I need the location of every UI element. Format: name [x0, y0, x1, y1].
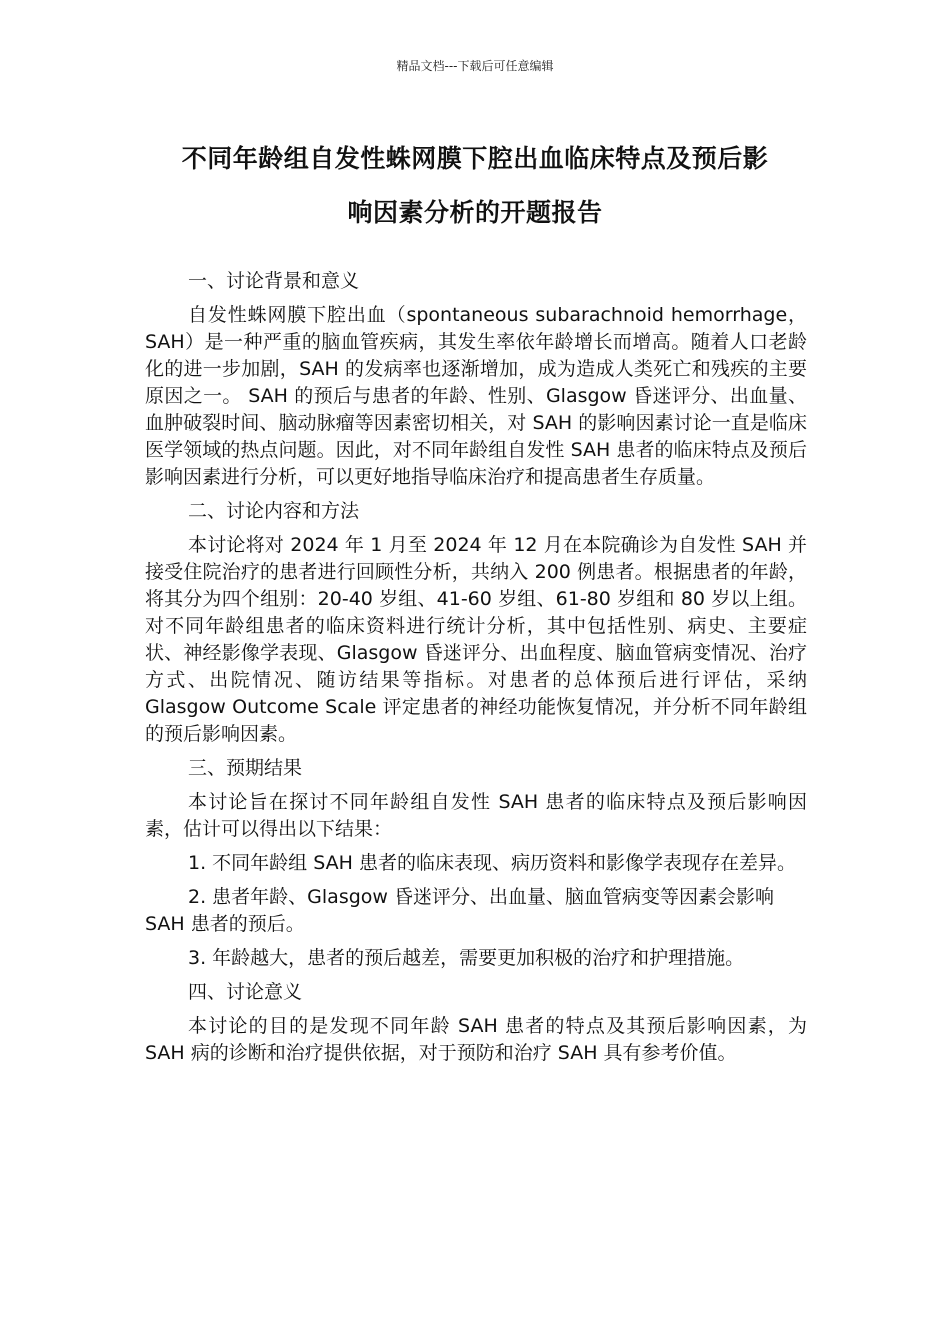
section-heading-significance: 四、讨论意义: [188, 981, 303, 1003]
section-heading-methods: 二、讨论内容和方法: [188, 500, 360, 522]
document-body: [145, 268, 807, 1074]
result-item-1: 1. 不同年龄组 SAH 患者的临床表现、病历资料和影像学表现存在差异。: [188, 852, 796, 874]
paragraph-background: 自发性蛛网膜下腔出血（spontaneous subarachnoid hemorrhage，SAH）是一种严重的脑血管疾病，其发生率依年龄增长而增高。随着人口老龄化的进一步加剧，SAH 的发病率也逐渐增加，成为造成人类死亡和残疾的主要原因之一。 SAH 的预后与患者的年龄、性别、Glasgow 昏迷评分、出血量、血肿破裂时间、脑动脉瘤等因素密切相关，对 SAH 的影响因素讨论一直是临床医学领域的热点问题。因此，对不同年龄组自发性 SAH 患者的临床特点及预后影响因素进行分析，可以更好地指导临床治疗和提高患者生存质量。: [145, 304, 807, 488]
section-heading-background: 一、讨论背景和意义: [188, 270, 360, 292]
document-title: [140, 132, 810, 240]
section-heading-expected-results: 三、预期结果: [188, 757, 303, 779]
paragraph-expected-results: 本讨论旨在探讨不同年龄组自发性 SAH 患者的临床特点及预后影响因素，估计可以得出以下结果：: [145, 791, 807, 840]
paragraph-significance: 本讨论的目的是发现不同年龄 SAH 患者的特点及其预后影响因素，为 SAH 病的诊断和治疗提供依据，对于预防和治疗 SAH 具有参考价值。: [145, 1015, 807, 1064]
page-header-note: 精品文档---下载后可任意编辑: [396, 59, 554, 73]
title-line-2: 响因素分析的开题报告: [347, 198, 603, 227]
title-line-1: 不同年龄组自发性蛛网膜下腔出血临床特点及预后影: [181, 144, 769, 173]
result-item-2: 2. 患者年龄、Glasgow 昏迷评分、出血量、脑血管病变等因素会影响 SAH 患者的预后。: [145, 886, 774, 935]
result-item-3: 3. 年龄越大，患者的预后越差，需要更加积极的治疗和护理措施。: [188, 947, 745, 969]
paragraph-methods: 本讨论将对 2024 年 1 月至 2024 年 12 月在本院确诊为自发性 SAH 并接受住院治疗的患者进行回顾性分析，共纳入 200 例患者。根据患者的年龄，将其分为四个组别：20-40 岁组、41-60 岁组、61-80 岁组和 80 岁以上组。对不同年龄组患者的临床资料进行统计分析，其中包括性别、病史、主要症状、神经影像学表现、Glasgow 昏迷评分、出血程度、脑血管病变情况、治疗方式、出院情况、随访结果等指标。对患者的总体预后进行评估，采纳 Glasgow Outcome Scale 评定患者的神经功能恢复情况，并分析不同年龄组的预后影响因素。: [145, 534, 807, 745]
